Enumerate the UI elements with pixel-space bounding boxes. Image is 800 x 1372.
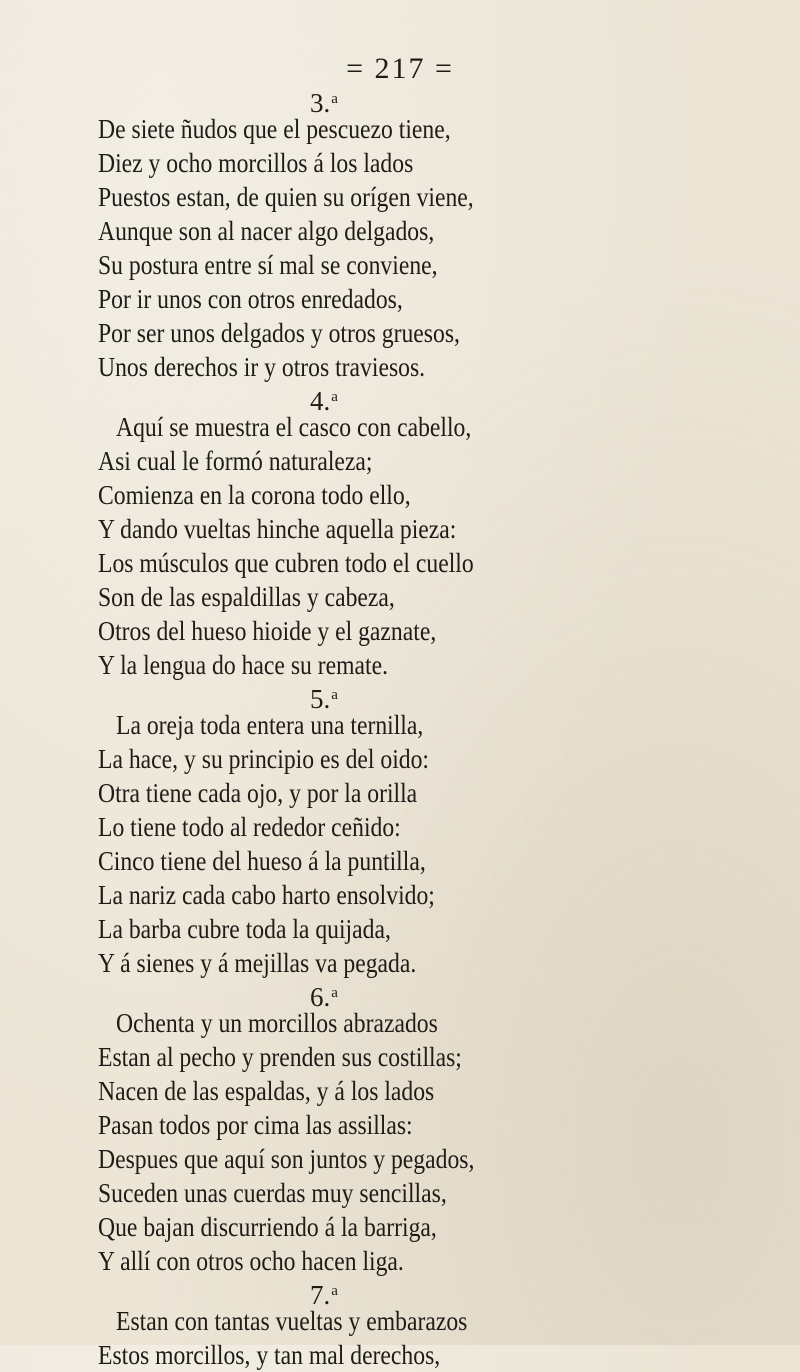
verse-line: Otros del hueso hioide y el gaznate, bbox=[98, 615, 437, 646]
verse-line: Por ir unos con otros enredados, bbox=[98, 283, 403, 314]
verse-line: Estan al pecho y prenden sus costillas; bbox=[98, 1041, 462, 1072]
verse-line: La oreja toda entera una ternilla, bbox=[116, 709, 424, 740]
verse-line: Suceden unas cuerdas muy sencillas, bbox=[98, 1177, 447, 1208]
stanza-number: 4.$^a$ bbox=[310, 386, 338, 416]
verse-line: Y la lengua do hace su remate. bbox=[98, 649, 389, 680]
stanza-number: 3.$^a$ bbox=[310, 88, 338, 118]
verse-line: Aquí se muestra el casco con cabello, bbox=[116, 411, 472, 442]
verse-line: Y á sienes y á mejillas va pegada. bbox=[98, 947, 417, 978]
verse-line: La hace, y su principio es del oido: bbox=[98, 743, 430, 774]
verse-line: Estos morcillos, y tan mal derechos, bbox=[98, 1339, 441, 1370]
verse-line: Los músculos que cubren todo el cuello bbox=[98, 547, 474, 578]
verse-line: Y allí con otros ocho hacen liga. bbox=[98, 1245, 404, 1276]
verse-line: Pasan todos por cima las assillas: bbox=[98, 1109, 413, 1140]
verse-line: Por ser unos delgados y otros gruesos, bbox=[98, 317, 460, 348]
verse-line: Son de las espaldillas y cabeza, bbox=[98, 581, 395, 612]
verse-line: Puestos estan, de quien su orígen viene, bbox=[98, 181, 474, 212]
verse-line: Su postura entre sí mal se conviene, bbox=[98, 249, 438, 280]
verse-line: Unos derechos ir y otros traviesos. bbox=[98, 351, 426, 382]
page-number: = 217 = bbox=[346, 52, 454, 85]
verse-line: Asi cual le formó naturaleza; bbox=[98, 445, 373, 476]
verse-line: La barba cubre toda la quijada, bbox=[98, 913, 391, 944]
verse-line: Otra tiene cada ojo, y por la orilla bbox=[98, 777, 418, 808]
verse-line: Cinco tiene del hueso á la puntilla, bbox=[98, 845, 426, 876]
stanza-number: 7.$^a$ bbox=[310, 1280, 338, 1310]
verse-line: Diez y ocho morcillos á los lados bbox=[98, 147, 414, 178]
verse-line: Nacen de las espaldas, y á los lados bbox=[98, 1075, 435, 1106]
verse-line: Y dando vueltas hinche aquella pieza: bbox=[98, 513, 457, 544]
verse-line: Despues que aquí son juntos y pegados, bbox=[98, 1143, 475, 1174]
verse-line: Aunque son al nacer algo delgados, bbox=[98, 215, 435, 246]
verse-line: De siete ñudos que el pescuezo tiene, bbox=[98, 113, 451, 144]
verse-line: Estan con tantas vueltas y embarazos bbox=[116, 1305, 468, 1336]
verse-line: Comienza en la corona todo ello, bbox=[98, 479, 411, 510]
verse-line: Ochenta y un morcillos abrazados bbox=[116, 1007, 438, 1038]
stanza-number: 6.$^a$ bbox=[310, 982, 338, 1012]
verse-line: Lo tiene todo al rededor ceñido: bbox=[98, 811, 401, 842]
verse-line: Que bajan discurriendo á la barriga, bbox=[98, 1211, 437, 1242]
verse-line: La nariz cada cabo harto ensolvido; bbox=[98, 879, 435, 910]
stanza-number: 5.$^a$ bbox=[310, 684, 338, 714]
